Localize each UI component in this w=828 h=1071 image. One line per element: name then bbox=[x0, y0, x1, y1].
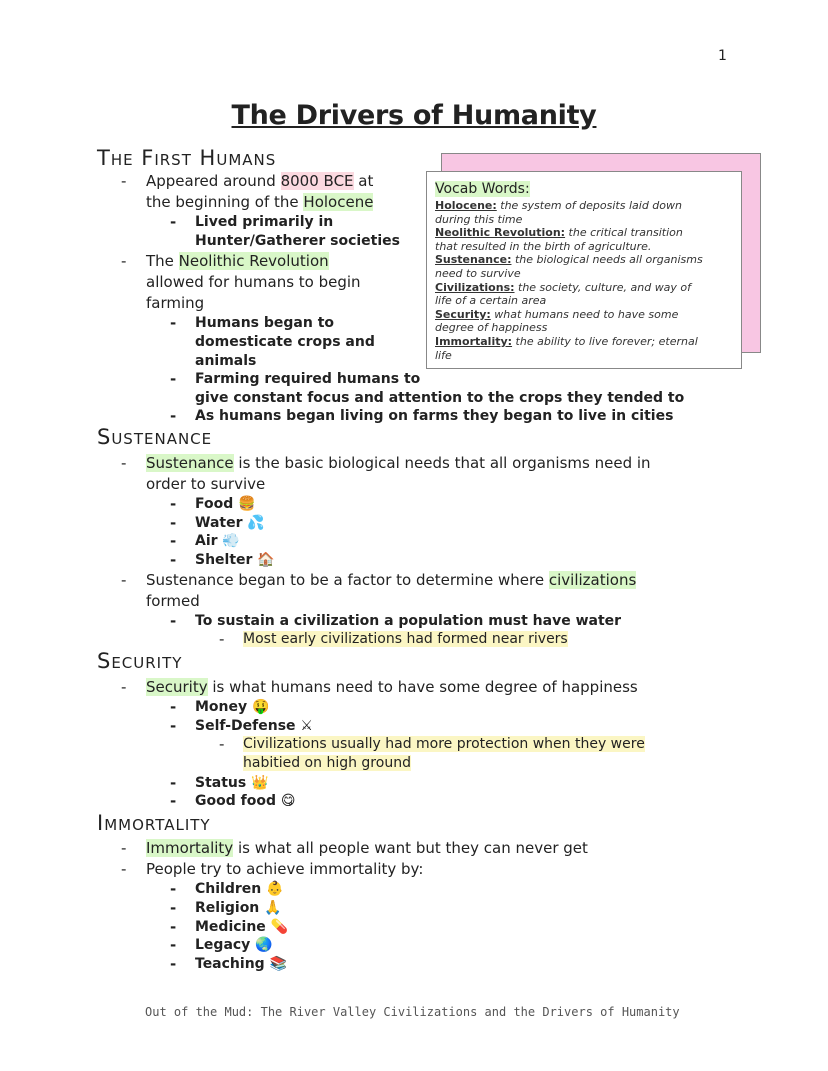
bullet-dash: - bbox=[170, 551, 177, 569]
list-item-cont: Hunter/Gatherer societies bbox=[195, 233, 400, 249]
bullet-dash: - bbox=[170, 314, 177, 332]
list-item: Water 💦 bbox=[195, 515, 265, 531]
list-item-cont: order to survive bbox=[146, 475, 266, 493]
list-item: Most early civilizations had formed near rivers bbox=[243, 631, 568, 647]
bullet-dash: - bbox=[170, 407, 177, 425]
bullet-dash: - bbox=[170, 698, 177, 716]
list-item: Lived primarily in bbox=[195, 214, 334, 230]
bullet-dash: - bbox=[170, 936, 177, 954]
page-number: 1 bbox=[718, 48, 727, 64]
bullet-dash: - bbox=[121, 454, 127, 472]
section-heading-immortality: Immortality bbox=[97, 811, 211, 835]
bullet-dash: - bbox=[170, 774, 177, 792]
bullet-dash: - bbox=[219, 630, 225, 648]
vocab-box bbox=[426, 171, 742, 369]
section-heading-security: Security bbox=[97, 649, 183, 673]
bullet-dash: - bbox=[170, 880, 177, 898]
list-item: Self-Defense ⚔ bbox=[195, 718, 313, 734]
list-item-cont: habitied on high ground bbox=[243, 755, 411, 771]
list-item: Children 👶 bbox=[195, 881, 284, 897]
list-item-cont: farming bbox=[146, 294, 205, 312]
bullet-dash: - bbox=[170, 532, 177, 550]
list-item-cont: domesticate crops and bbox=[195, 334, 375, 350]
section-heading-first-humans: The First Humans bbox=[97, 146, 277, 170]
list-item-cont: the beginning of the Holocene bbox=[146, 193, 374, 211]
bullet-dash: - bbox=[121, 172, 127, 190]
vocab-sustenance: Sustenance: the biological needs all organisms bbox=[435, 253, 703, 267]
bullet-dash: - bbox=[170, 514, 177, 532]
vocab-security: Security: what humans need to have some bbox=[435, 307, 679, 321]
list-item: Appeared around 8000 BCE at bbox=[146, 172, 374, 190]
vocab-security-cont: degree of happiness bbox=[435, 321, 548, 335]
vocab-title: Vocab Words: bbox=[435, 181, 530, 197]
list-item: Immortality is what all people want but they can never get bbox=[146, 839, 588, 857]
list-item: Farming required humans to bbox=[195, 371, 421, 387]
vocab-holocene: Holocene: the system of deposits laid down bbox=[435, 199, 682, 212]
bullet-dash: - bbox=[219, 735, 225, 753]
section-heading-sustenance: Sustenance bbox=[97, 425, 213, 449]
list-item: People try to achieve immortality by: bbox=[146, 860, 424, 878]
list-item-cont: give constant focus and attention to the crops they tended to bbox=[195, 390, 685, 406]
bullet-dash: - bbox=[170, 899, 177, 917]
page-footer: Out of the Mud: The River Valley Civilizations and the Drivers of Humanity bbox=[145, 1005, 680, 1019]
list-item: Humans began to bbox=[195, 315, 335, 331]
list-item: Sustenance began to be a factor to determine where civilizations bbox=[146, 571, 637, 589]
bullet-dash: - bbox=[170, 717, 177, 735]
page-title: The Drivers of Humanity bbox=[231, 100, 597, 131]
list-item: Good food 😋 bbox=[195, 793, 296, 809]
list-item: Security is what humans need to have some degree of happiness bbox=[146, 678, 638, 696]
list-item: Sustenance is the basic biological needs that all organisms need in bbox=[146, 454, 651, 472]
vocab-civilizations: Civilizations: the society, culture, and way of bbox=[435, 280, 692, 294]
bullet-dash: - bbox=[121, 252, 127, 270]
list-item: Legacy 🌏 bbox=[195, 937, 273, 953]
list-item: Religion 🙏 bbox=[195, 900, 282, 916]
vocab-holocene-cont: during this time bbox=[435, 212, 523, 226]
list-item: Air 💨 bbox=[195, 533, 240, 549]
bullet-dash: - bbox=[170, 495, 177, 513]
bullet-dash: - bbox=[170, 792, 177, 810]
list-item: Shelter 🏠 bbox=[195, 552, 275, 568]
bullet-dash: - bbox=[121, 860, 127, 878]
list-item: Food 🍔 bbox=[195, 496, 256, 512]
list-item: Civilizations usually had more protection when they were bbox=[243, 736, 645, 752]
list-item: The Neolithic Revolution bbox=[146, 252, 329, 270]
vocab-neolithic-cont: that resulted in the birth of agriculture. bbox=[435, 239, 652, 253]
vocab-sustenance-cont: need to survive bbox=[435, 266, 521, 280]
list-item-cont: allowed for humans to begin bbox=[146, 273, 361, 291]
bullet-dash: - bbox=[170, 370, 177, 388]
list-item-cont: animals bbox=[195, 353, 257, 369]
bullet-dash: - bbox=[170, 918, 177, 936]
bullet-dash: - bbox=[170, 213, 177, 231]
vocab-civilizations-cont: life of a certain area bbox=[435, 294, 547, 308]
list-item: To sustain a civilization a population must have water bbox=[195, 613, 622, 629]
vocab-immortality: Immortality: the ability to live forever; eternal bbox=[435, 334, 698, 348]
list-item-cont: formed bbox=[146, 592, 200, 610]
list-item: Status 👑 bbox=[195, 775, 269, 791]
list-item: As humans began living on farms they began to live in cities bbox=[195, 408, 674, 424]
vocab-immortality-cont: life bbox=[435, 348, 452, 362]
bullet-dash: - bbox=[121, 839, 127, 857]
list-item: Teaching 📚 bbox=[195, 956, 287, 972]
bullet-dash: - bbox=[170, 612, 177, 630]
bullet-dash: - bbox=[121, 571, 127, 589]
list-item: Medicine 💊 bbox=[195, 919, 289, 935]
bullet-dash: - bbox=[170, 955, 177, 973]
vocab-neolithic: Neolithic Revolution: the critical transition bbox=[435, 226, 683, 240]
bullet-dash: - bbox=[121, 678, 127, 696]
list-item: Money 🤑 bbox=[195, 699, 270, 715]
